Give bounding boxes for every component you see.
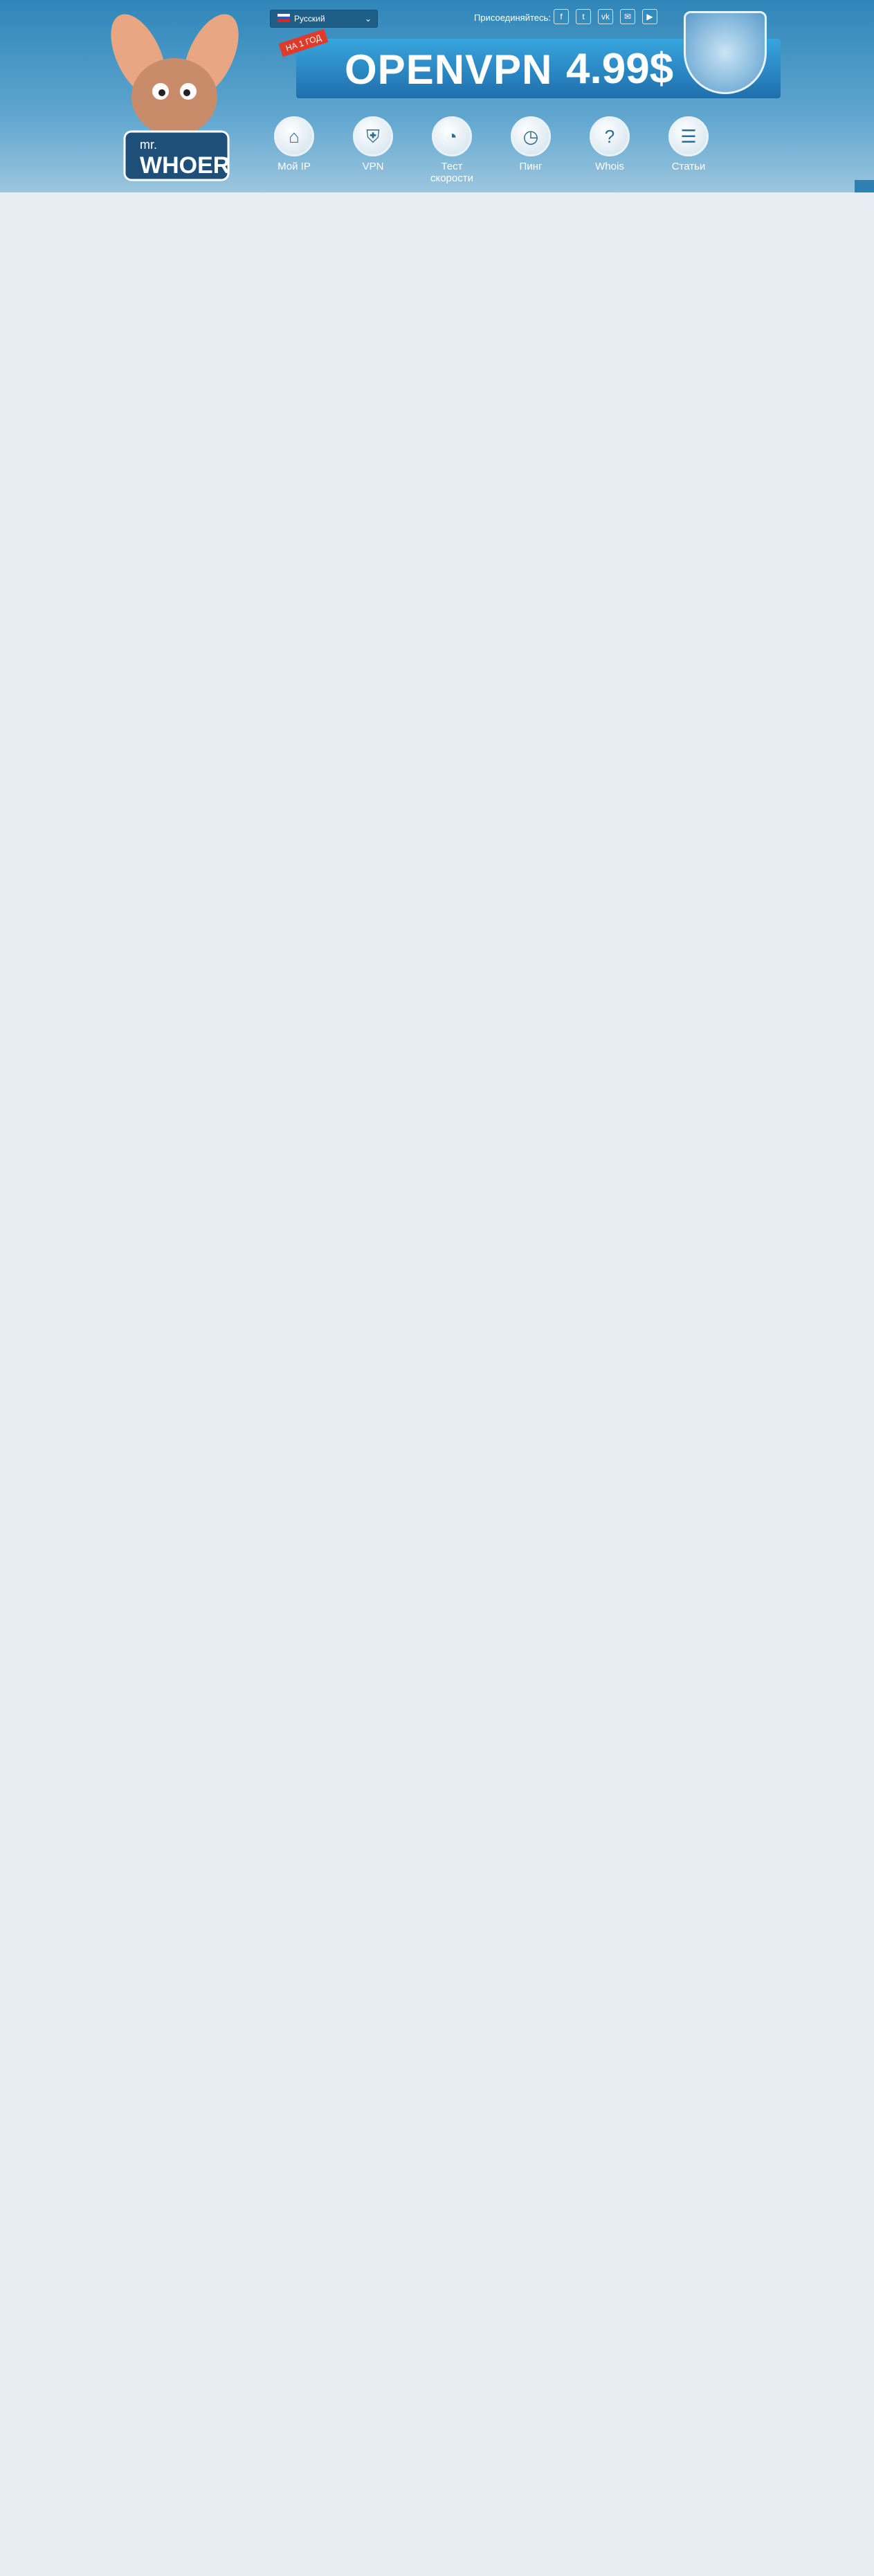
document-icon: ☰ — [668, 116, 709, 156]
header — [0, 0, 874, 192]
language-select[interactable] — [270, 10, 378, 28]
header-social-links — [554, 9, 657, 24]
main-nav — [263, 116, 720, 184]
banner-price: 4.99$ — [566, 45, 674, 93]
language-label: Русский — [294, 14, 325, 24]
nav-label: VPN — [362, 161, 384, 172]
logo-text-mr: mr. — [140, 138, 157, 152]
social-icon[interactable]: ✉ — [620, 9, 635, 24]
nav-label: Тест скорости — [430, 161, 473, 184]
shield-icon — [684, 11, 767, 94]
question-icon: ? — [590, 116, 630, 156]
nav-item[interactable] — [342, 116, 404, 184]
nav-item[interactable] — [500, 116, 562, 184]
russia-flag-icon — [277, 14, 290, 22]
social-icon[interactable]: vk — [598, 9, 613, 24]
nav-label: Whois — [595, 161, 624, 172]
nav-item[interactable] — [657, 116, 720, 184]
home-icon: ⌂ — [274, 116, 314, 156]
social-icon[interactable]: ▶ — [642, 9, 657, 24]
nav-label: Пинг — [519, 161, 543, 172]
logo-text-whoer: WHOER — [140, 152, 230, 179]
openvpn-banner[interactable] — [284, 33, 781, 98]
clock-icon: ◷ — [511, 116, 551, 156]
banner-tag: НА 1 ГОД — [279, 29, 329, 57]
shield-icon: ⛨ — [353, 116, 393, 156]
nav-item[interactable] — [263, 116, 325, 184]
nav-item[interactable] — [579, 116, 641, 184]
join-label: Присоединяйтесь: — [474, 12, 551, 23]
gauge-icon: ◔ — [432, 116, 472, 156]
social-icon[interactable]: t — [576, 9, 591, 24]
report-error-tab[interactable] — [855, 180, 874, 192]
banner-product: OPENVPN — [345, 46, 553, 93]
nav-label: Мой IP — [277, 161, 311, 172]
nav-label: Статьи — [671, 161, 706, 172]
nav-item[interactable] — [421, 116, 483, 184]
social-icon[interactable]: f — [554, 9, 569, 24]
chevron-down-icon: ⌄ — [364, 14, 372, 24]
mr-whoer-logo[interactable] — [97, 7, 256, 187]
